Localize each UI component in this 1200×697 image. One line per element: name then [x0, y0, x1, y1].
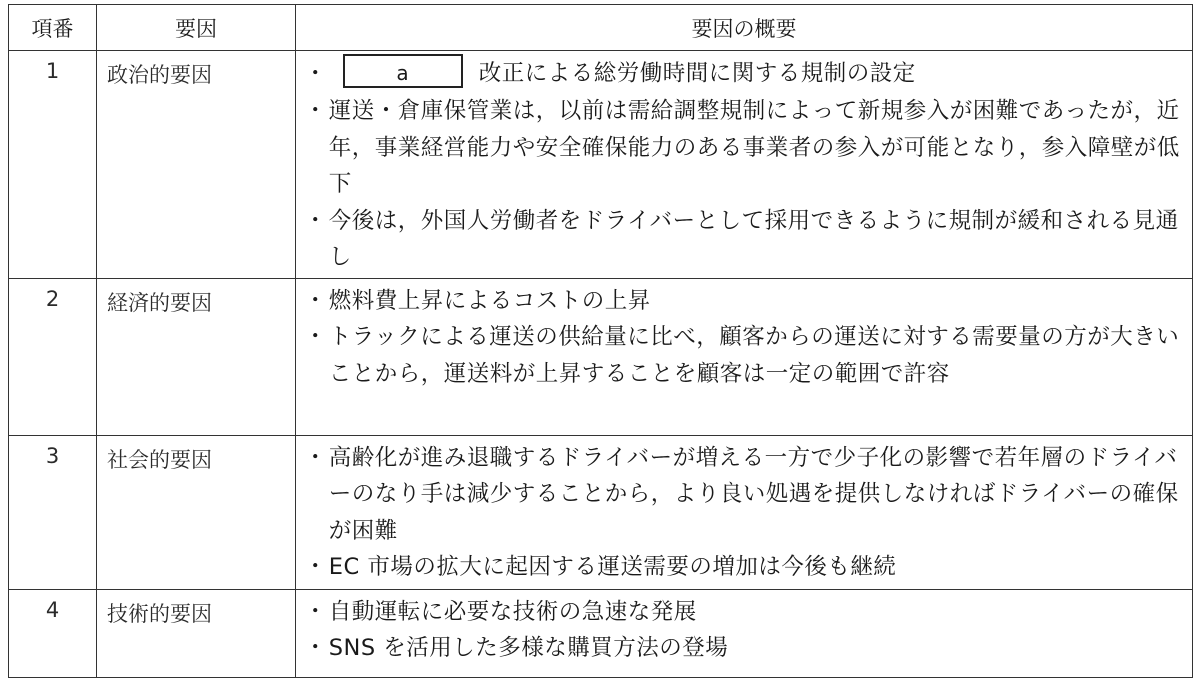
bullet-mark: ・	[304, 444, 328, 471]
summary-text: 今後は，外国人労働者をドライバーとして採用できるように規制が緩和される見通し	[328, 207, 1179, 270]
summary-bullet	[304, 93, 1182, 203]
summary-bullet	[304, 549, 1182, 586]
row-factor: 社会的要因	[97, 435, 296, 589]
summary-text: トラックによる運送の供給量に比べ，顧客からの運送に対する需要量の方が大きいことから，運送料が上昇することを顧客は一定の範囲で許容	[328, 324, 1180, 387]
table-row	[9, 51, 1193, 279]
row-factor: 技術的要因	[97, 589, 296, 677]
bullet-mark: ・	[304, 324, 328, 350]
summary-bullet	[304, 630, 1182, 667]
row-num: 1	[9, 51, 97, 279]
summary-bullet	[304, 55, 1182, 93]
row-summary	[296, 51, 1193, 279]
summary-bullet	[304, 319, 1182, 392]
bullet-mark: ・	[304, 635, 328, 661]
bullet-mark: ・	[304, 207, 328, 234]
header-num: 項番	[9, 5, 97, 51]
table-row	[9, 278, 1193, 435]
row-num: 4	[9, 589, 97, 677]
summary-text: 改正による総労働時間に関する規制の設定	[478, 60, 916, 87]
row-factor: 経済的要因	[97, 278, 296, 435]
table-header-row	[9, 5, 1193, 51]
summary-text: 運送・倉庫保管業は，以前は需給調整規制によって新規参入が困難であったが，近年，事業経営能力や安全確保能力のある事業者の参入が可能となり，参入障壁が低下	[328, 98, 1180, 197]
header-factor: 要因	[97, 5, 296, 51]
summary-bullet	[304, 283, 1182, 320]
bullet-mark: ・	[304, 598, 328, 625]
summary-text: SNS を活用した多様な購買方法の登場	[328, 635, 729, 661]
summary-text: 燃料費上昇によるコストの上昇	[328, 287, 651, 314]
table-row	[9, 589, 1193, 677]
table-row	[9, 435, 1193, 589]
summary-bullet	[304, 203, 1182, 276]
row-num: 2	[9, 278, 97, 435]
bullet-mark: ・	[304, 287, 328, 314]
row-summary	[296, 589, 1193, 677]
summary-text: 高齢化が進み退職するドライバーが増える一方で少子化の影響で若年層のドライバーのなり手は減少することから，より良い処遇を提供しなければドライバーの確保が困難	[328, 444, 1179, 544]
summary-text: EC 市場の拡大に起因する運送需要の増加は今後も継続	[328, 554, 897, 580]
summary-text: 自動運転に必要な技術の急速な発展	[328, 598, 697, 625]
factor-table-sheet	[8, 4, 1192, 678]
summary-bullet	[304, 440, 1182, 550]
header-summary: 要因の概要	[296, 5, 1193, 51]
row-factor: 政治的要因	[97, 51, 296, 279]
row-num: 3	[9, 435, 97, 589]
bullet-mark: ・	[304, 60, 328, 87]
bullet-mark: ・	[304, 554, 328, 580]
answer-blank-box: a	[343, 54, 463, 88]
bullet-mark: ・	[304, 98, 328, 124]
row-summary	[296, 435, 1193, 589]
factor-table	[8, 4, 1193, 678]
row-summary	[296, 278, 1193, 435]
summary-bullet	[304, 594, 1182, 631]
